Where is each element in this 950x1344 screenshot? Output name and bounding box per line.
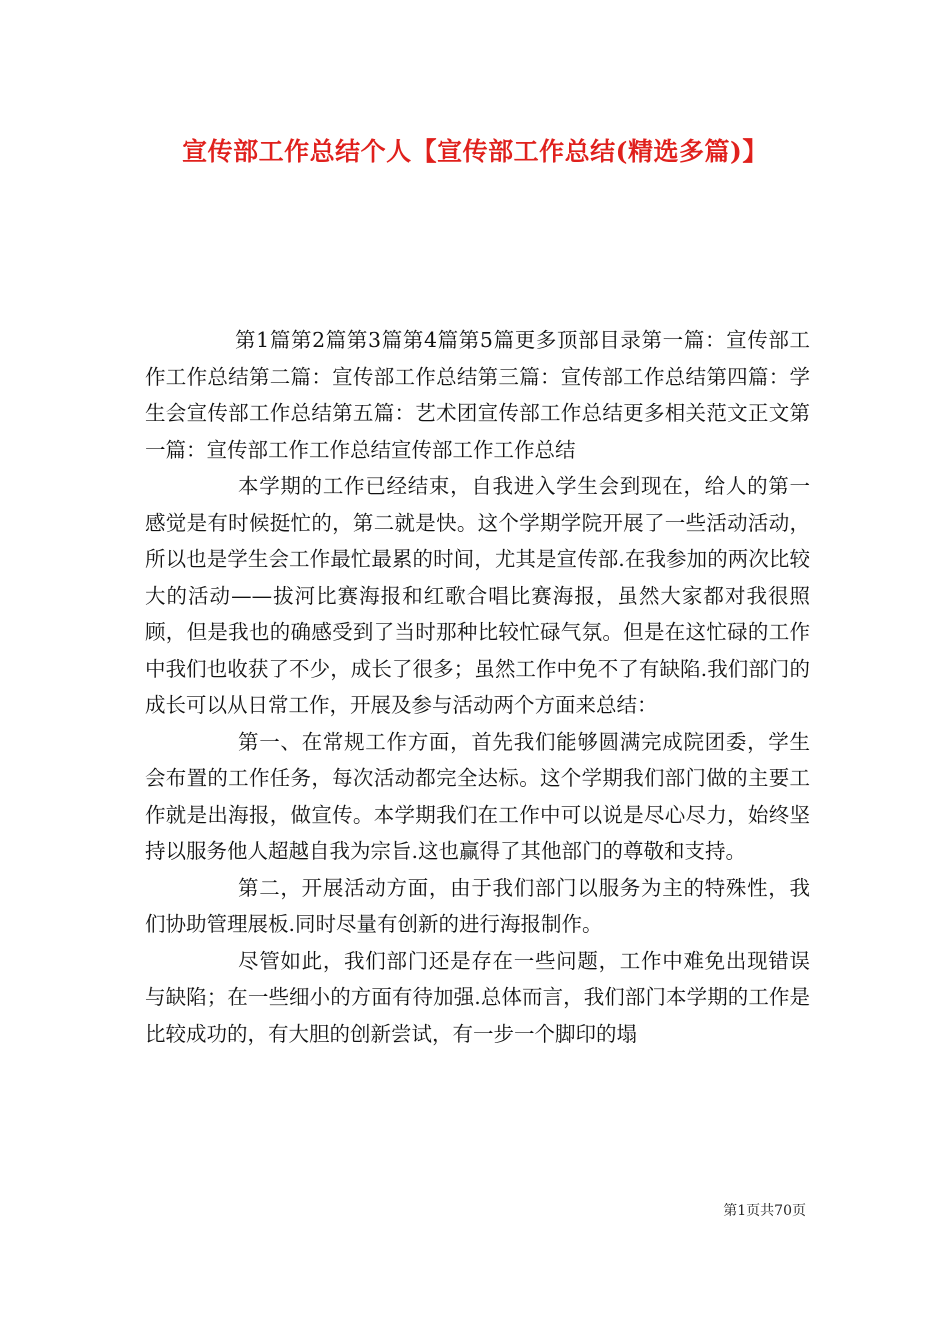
page-number-footer: 第1页共70页 [723, 1203, 806, 1219]
table-of-contents-paragraph: 第1篇第2篇第3篇第4篇第5篇更多顶部目录第一篇：宣传部工作工作总结第二篇：宣传部工作总结第三篇：宣传部工作总结第四篇：学生会宣传部工作总结第五篇：艺术团宣传部工作总结更多相关范文正文第一篇：宣传部工作工作总结宣传部工作工作总结 [145, 328, 810, 462]
body-paragraph: 第一、在常规工作方面，首先我们能够圆满完成院团委，学生会布置的工作任务，每次活动都完全达标。这个学期我们部门做的主要工作就是出海报，做宣传。本学期我们在工作中可以说是尽心尽力，始终坚持以服务他人超越自我为宗旨.这也赢得了其他部门的尊敬和支持。 [145, 729, 810, 863]
body-paragraph: 本学期的工作已经结束，自我进入学生会到现在，给人的第一感觉是有时候挺忙的，第二就是快。这个学期学院开展了一些活动活动，所以也是学生会工作最忙最累的时间，尤其是宣传部.在我参加的两次比较大的活动——拔河比赛海报和红歌合唱比赛海报，虽然大家都对我很照顾，但是我也的确感受到了当时那种比较忙碌气氛。但是在这忙碌的工作中我们也收获了不少，成长了很多；虽然工作中免不了有缺陷.我们部门的成长可以从日常工作，开展及参与活动两个方面来总结： [145, 474, 810, 717]
document-body [145, 322, 810, 1052]
document-title: 宣传部工作总结个人【宣传部工作总结(精选多篇)】 [182, 137, 768, 166]
body-paragraph: 第二，开展活动方面，由于我们部门以服务为主的特殊性，我们协助管理展板.同时尽量有创新的进行海报制作。 [145, 875, 810, 936]
body-paragraph: 尽管如此，我们部门还是存在一些问题，工作中难免出现错误与缺陷；在一些细小的方面有待加强.总体而言，我们部门本学期的工作是比较成功的，有大胆的创新尝试，有一步一个脚印的塌 [145, 948, 810, 1046]
